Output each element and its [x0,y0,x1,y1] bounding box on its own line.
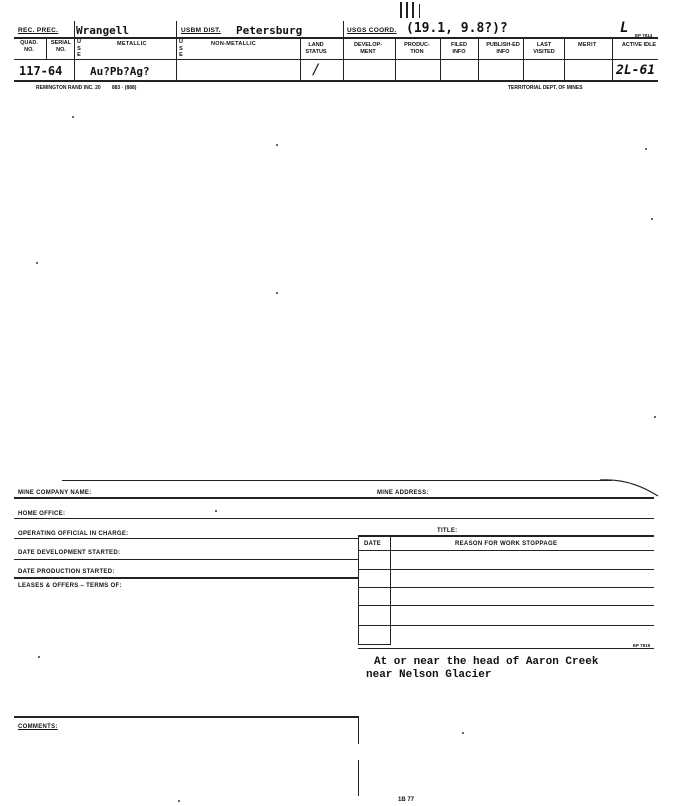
col-use-metallic: U S E [77,39,81,58]
date-development-label: DATE DEVELOPMENT STARTED: [18,550,121,556]
location-line-2: near Nelson Glacier [366,669,492,681]
col-non-metallic: NON-METALLIC [211,41,257,47]
comments-label: COMMENTS: [18,724,58,730]
form-number-bottom: EP 7915 [633,643,651,648]
usbm-dist-label: USBM DIST. [181,27,221,34]
date-production-label: DATE PRODUCTION STARTED: [18,569,115,575]
form-number-top: EP 7914 [635,33,653,38]
col-published-info: PUBLISH-ED INFO [486,42,520,55]
col-production: PRODUC-TION [404,42,430,55]
col-land-status: LAND STATUS [305,42,327,55]
active-idle-value: 2L-61 [616,63,656,78]
top-tick-marks [400,2,424,18]
leases-label: LEASES & OFFERS – TERMS OF: [18,583,122,589]
col-active-idle: ACTIVE IDLE [621,42,657,48]
title-label: TITLE: [437,528,458,534]
col-quad-no: QUAD. NO. [20,40,38,53]
col-last-visited: LAST VISITED [533,42,555,55]
rec-prec-value: Wrangell [76,24,129,37]
metallic-value: Au?Pb?Ag? [90,65,150,78]
home-office-label: HOME OFFICE: [18,511,66,517]
card-edge-curve [600,474,660,498]
dept-footer: TERRITORIAL DEPT. OF MINES [508,85,583,91]
usgs-coord-value: (19.1, 9.8?)? [406,21,508,36]
col-filed-info: FILED INFO [451,42,467,55]
col-development: DEVELOP-MENT [353,42,383,55]
col-merit: MERIT [578,42,597,48]
land-status-value: / [312,62,321,78]
mine-address-label: MINE ADDRESS: [377,490,429,496]
date-header: DATE [364,541,382,547]
col-metallic: METALLIC [117,41,147,47]
reason-header: REASON FOR WORK STOPPAGE [455,541,558,547]
quad-value: 117-64 [19,64,63,78]
usbm-dist-value: Petersburg [236,24,303,37]
printer-footer: REMINGTON RAND INC. 20 [36,85,101,91]
operating-official-label: OPERATING OFFICIAL IN CHARGE: [18,531,129,537]
location-line-1: At or near the head of Aaron Creek [374,656,599,668]
top-right-mark: L [620,20,629,36]
col-use-nonmetallic: U S E [179,39,183,58]
bottom-mark: 1B 77 [398,797,415,803]
mine-company-name-label: MINE COMPANY NAME: [18,490,92,496]
footer-codes: 883 · (888) [112,85,137,91]
usgs-coord-label: USGS COORD. [347,27,397,34]
rec-prec-label: REC. PREC. [18,27,59,34]
col-serial-no: SERIAL NO. [50,40,72,53]
